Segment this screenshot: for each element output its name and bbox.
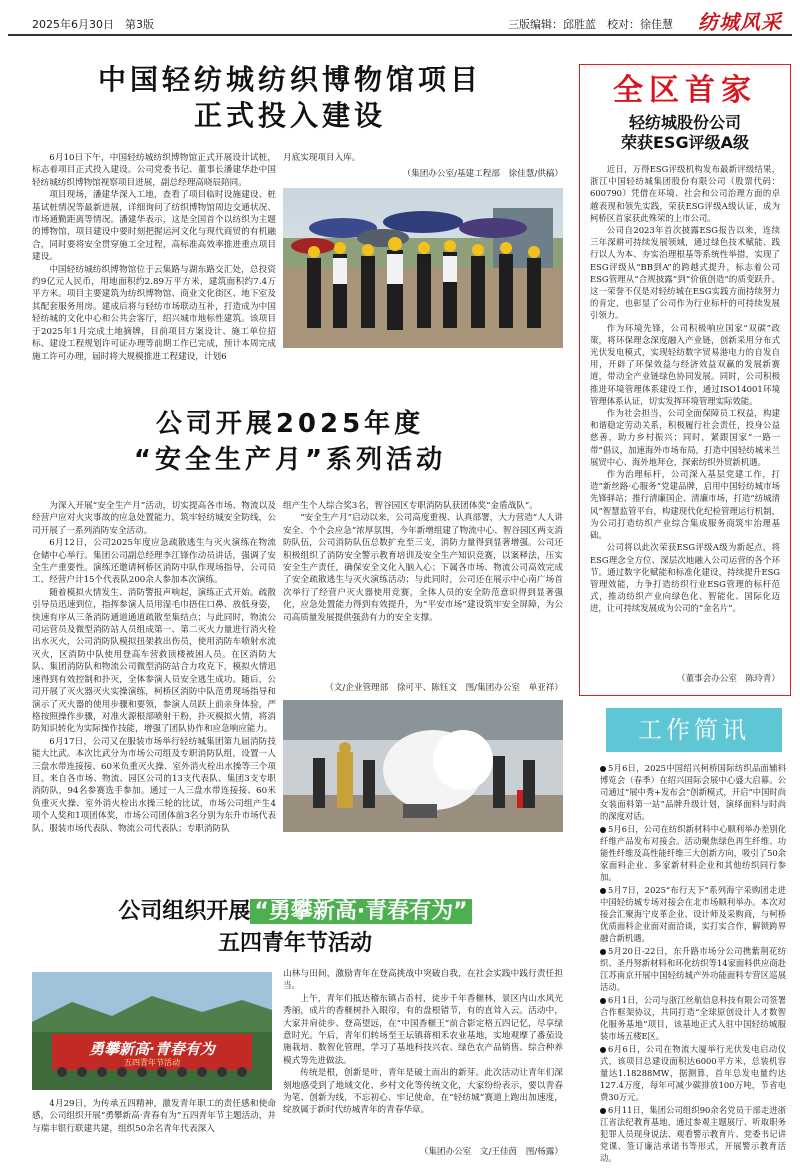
esg-subtitle-line2: 荣获ESG评级A级 xyxy=(621,133,749,152)
article2-title-line2: “安全生产月”系列活动 xyxy=(133,445,447,475)
work-news-item xyxy=(600,762,786,822)
esg-para: 公司将以此次荣获ESG评级A级为新起点，将ESG理念全方位、深层次地融入公司运营的各个环节。通过数字化赋能和标准化建设，持续提升ESG管理效能，力争打造纺织行业ESG管理的标杆范式，推动纺织产业向绿色化、智能化、国际化迈进，让可持续发展成为公司的“金名片”。 xyxy=(590,542,780,614)
bullet-dot-icon xyxy=(600,1047,606,1053)
bullet-dot-icon xyxy=(600,827,606,833)
work-news-item xyxy=(600,994,786,1042)
article2-para: 6月12日，公司2025年度应急疏散逃生与灭火演练在物流仓储中心举行。集团公司副总经理李江锋作动员讲话，强调了安全生产重要性。演练还邀请柯桥区消防中队作现场指导，公司员工、经营户计15个代表队200余人参加本次演练。 xyxy=(32,538,276,586)
fire-drill-illustration xyxy=(283,700,563,832)
esg-para: 近日，万得ESG评级机构发布最新评级结果，浙江中国轻纺城集团股份有限公司（股票代码：600790）凭借在环境、社会和公司治理方面的卓越表现和领先实践，荣获ESG评级A级认证，成为柯桥区首家获此殊荣的上市公司。 xyxy=(590,164,780,223)
construction-site-photo xyxy=(283,188,563,348)
article3-title-part: 公司组织开展 xyxy=(118,899,251,924)
article1-para: 6月10日下午，中国轻纺城纺织博物馆正式开展设计试桩，标志着项目正式投入建设。公司党委书记、董事长潘建华赴中国轻纺城纺织博物馆视察项目进展，副总经理高晓辰陪同。 xyxy=(32,153,276,188)
article3-body-right xyxy=(283,968,563,1144)
page-date: 2025年6月30日 第3版 xyxy=(32,18,154,31)
work-news-item xyxy=(600,1104,786,1162)
article3-title xyxy=(30,896,560,960)
esg-para: 作为社会担当，公司全面保障员工权益，构建和谐稳定劳动关系，积极履行社会责任，投身公益慈善，助力乡村振兴；同时，紧跟国家“一路一带”倡议，加速海外市场布局，打造中国轻纺城米兰展贸中心、海外地拜仓，探索纺织外贸新机遇。 xyxy=(590,408,780,467)
youth-group-illustration xyxy=(32,972,272,1090)
article2-title xyxy=(30,406,550,478)
esg-body xyxy=(590,163,780,673)
editors-line: 三版编辑：邱胜蓝 校对：徐佳慧 xyxy=(508,18,673,31)
work-news-text: 6月1日，公司与浙江丝航信息科技有限公司签署合作框架协议，共同打造“全球原创设计人才数智化服务基地”项目，该基地正式入驻中国轻纺城服装市场五楼E区。 xyxy=(600,995,786,1041)
work-news-text: 6月6日，公司在物流大厦举行光伏发电启动仪式，该项目总建设面积达6000平方米，总装机容量达1.18288MW，据测算，首年总发电量约达127.4万度，每年可减少碳排放100万吨，节省电费30万元。 xyxy=(600,1044,786,1102)
article3-credit: （集团办公室 文/王佳茵 图/杨露） xyxy=(419,1147,563,1157)
article2-para: “安全生产月”启动以来，公司高度重视、认真部署，大力营造“人人讲安全、个个会应急”浓厚氛围，今年新增组建了物流中心、智谷园区两支消防队伍，公司消防队伍总数扩充至三支，消防力量得到显著增强。公司还积极组织了消防安全警示教育培训及安全生产知识竞赛，以案释法，压实安全生产责任，确保安全文化入脑入心；下属各市场、物流公司高效完成了安全疏散逃生与灭火演练活动；与此同时，公司还在展示中心南广场首次举行了经营户灭火器使用竞赛，全体人员的安全防范意识得到显著强化，应急处置能力得到有效提升，为“平安市场”建设筑牢安全屏障，为公司高质量发展提供强劲有力的安全支撑。 xyxy=(283,513,563,623)
banner-subtitle: 五四青年节活动 xyxy=(124,1058,180,1067)
article2-title-line1: 公司开展2025年度 xyxy=(155,409,425,439)
article1-body-right xyxy=(283,152,563,166)
work-news-item xyxy=(600,1043,786,1103)
article1-title-line1: 中国轻纺城纺织博物馆项目 xyxy=(97,63,482,96)
article3-para: 4月29日，为传承五四精神，激发青年职工的责任感和使命感，公司组织开展“勇攀新高·青春有为”五四青年节主题活动，并与瑞丰银行联建共建，组织50余名青年代表深入 xyxy=(32,1099,276,1134)
work-news-item xyxy=(600,823,786,883)
esg-headline: 全区首家 xyxy=(613,73,757,108)
bullet-dot-icon xyxy=(600,998,606,1004)
esg-credit: （董事会办公室 陈玲青） xyxy=(676,674,780,684)
article2-body-left xyxy=(32,500,276,852)
esg-para: 作为治理标杆，公司深入基层党建工作，打造“新丝路·心服务”党建品牌，启用中国轻纺城市场先锋驿站；推行清廉国企、清廉市场，打造“纺城清风”智慧监管平台，构建现代化纪检管理运行机制，为公司打造纺织产业综合集成服务商筑牢治理基础。 xyxy=(590,469,780,541)
article3-para: 上午，青年们抵达稽东镇占岙村，徒步千年香榧林，景区内山水风光秀丽，成片的香榧树扑入眼帘，有的盘根错节，有的直耸入云。活动中，大家并肩徒步、登高望远，在“中国香榧王”前合影定格五四记忆，尽享绿意时光。午后，青年们转场至王坛镇蒋相禾农业基地，实地观摩了番茄设施栽培、数智化管理，学习了基地科技兴农、绿色农产品销售、综合种养模式等先进做法。 xyxy=(283,993,563,1066)
article1-para: 月底实现项目入库。 xyxy=(283,153,361,163)
fire-drill-photo xyxy=(283,700,563,832)
article2-para: 随着模拟火情发生、消防警报声响起，演练正式开始。疏散引导员迅速到位，指挥参演人员用湿毛巾捂住口鼻、放低身姿，快速有序从三条消防通道通道疏散至集结点；与此同时，物流公司运营员及微型消防站人员组成第一、第二灭火力量进行消火栓出水灭火，公司消防队模拟扭架救出伤员，使用消防车喷射水流灭火，区消防中队使用登高车营救顶楼被困人员。在区消防大队、集团消防队和物流公司微型消防站合力攻克下，模拟火情迅速得到有效控制和扑灭，全体参演人员安全逃生成功。随后，公司开展了灭火器灭火实操演练，柯桥区消防中队范勇现场指导和演示了灭火器的使用步骤和要领，参演人员跃上前亲身体验，严格按照操作步骤，对准火源根部喷射干粉，扑灭模拟火情，将消防知识转化为实际操作技能，增强了团队协作和应急响应能力。 xyxy=(32,587,276,735)
work-news-text: 6月11日，集团公司组织90余名党员干部走进浙江省法纪教育基地，通过参观主题展厅、听取职务犯罪人员现身说法、观看警示教育片、党委书记讲党课、签订廉洁承诺书等形式，开展警示教育活动。 xyxy=(600,1105,786,1162)
article1-para: 项目现场，潘建华深入工地，查看了项目临时设施建设、桩基试桩情况等最新进展，详细询问了纺织博物馆周边交通状况、市场通勤距离等情况。潘建华表示，这是全国首个以纺织为主题的博物馆，项目建设中要时刻把握运河文化与现代商贸的有机融合，同时要将安全贯穿施工全过程，高标准高效率推进重点项目建设。 xyxy=(32,190,276,263)
header-rule xyxy=(8,34,792,36)
article3-para: 传统是根，创新是叶，青年是破土而出的新芽。此次活动让青年们深刻地感受到了地域文化、乡村文化等传统文化，大家纷纷表示，要以青春为笔、创新为线，不忘初心、牢记使命，在“轻纺城”赛道上跑出加速度，绽放属于新时代纺城青年的青春华章。 xyxy=(283,1068,563,1116)
work-news-text: 5月6日，公司在纺织新材料中心顺利举办差别化纤维产品发布对接会。活动聚焦绿色再生纤维、功能性纤维及高性能纤维三大创新方向，吸引了50余家面料企业、多家新材料企业和其他纺织同行参加。 xyxy=(600,824,786,882)
article1-para: 中国轻纺城纺织博物馆位于云集路与湖东路交汇处，总投资约9亿元人民币，用地面积约2.89万平方米，建筑面积约7.4万平方米。项目主要建筑为纺织博物馆、商业文化街区、地下室及其配套服务用房。建成后将与轻纺市场联动互补，打造成为中国轻纺城的文化中心和公共会客厅，绍兴城市地标性建筑。该项目于2025年1月完成土地摘牌，目前项目方案设计、施工单位招标、建设工程规划许可证办理等前期工作已完成，预计本周完成施工许可办理，届时将大规模推进工程建设，计划6 xyxy=(32,264,276,362)
esg-box xyxy=(579,64,791,696)
work-news-list xyxy=(600,762,786,1162)
article1-title-line2: 正式投入建设 xyxy=(193,99,386,132)
bullet-dot-icon xyxy=(600,888,606,894)
article3-title-highlight: “勇攀新高·青春有为” xyxy=(250,899,471,924)
work-news-text: 5月20日-22日，东升路市场分公司携紫荆花纺织、圣丹努新材料和环化纺织等14家面料供应商赴江苏南京开展中国轻纺城产外功能面料专营区巡展活动。 xyxy=(600,946,786,992)
article3-para: 山林与田间，激励青年在登高挑战中突破自我，在社会实践中践行责任担当。 xyxy=(283,969,563,992)
work-news-text: 5月7日，2025“布行天下”系列海宁采购团走进中国轻纺城专场对接会在北市场顺利举办。本次对接会汇聚海宁皮革企业、设计师及采购商，与柯桥优质面料企业面对面洽谈，实打实合作，解锁跨界融合新机遇。 xyxy=(600,885,786,943)
bullet-dot-icon xyxy=(600,1108,606,1114)
article2-para: 为深入开展“安全生产月”活动，切实提高各市场、物流以及经营户应对火灾事故的应急处置能力，筑牢轻纺城安全防线，公司开展了一系列消防安全活动。 xyxy=(32,501,276,536)
article2-body-right xyxy=(283,500,563,676)
bullet-dot-icon xyxy=(600,766,606,772)
esg-para: 作为环境先锋，公司积极响应国家“双碳”政策，将环保理念深度融入产业链，创新采用分布式光伏发电模式，实现轻纺数字贸易港电力的自发自用，开辟了环保效益与经济效益双赢的发展新赛道，带动全产业链绿色协同发展。同时，公司积极推进环境管理体系建设工作，通过ISO14001环境管理体系认证，切实发挥环境管理实际效能。 xyxy=(590,322,780,406)
article1-credit: （集团办公室/基建工程部 徐佳慧/供稿） xyxy=(402,169,563,179)
article3-title-line2: 五四青年节活动 xyxy=(217,931,372,956)
work-news-item xyxy=(600,945,786,993)
article2-para: 6月17日，公司又在服装市场举行轻纺城集团第九届消防技能大比武。本次比武分为市场公司组及专职消防队组，设置一人三盘水带连接接、60米负重灭火操、室外消火栓出水操等三个项目。来自各市场、物流、园区公司的13支代表队、集团3支专职消防队，94名参赛选手参加。通过一人三盘水带连接接、60米负重灭火操、室外消火栓出水操三轮的比试，市场公司组产生4项个人奖和1项团体奖，市场公司团体前3名分别为东升市场代表队、服装市场代表队、物流公司代表队；专职消防队 xyxy=(32,736,276,834)
article1-title xyxy=(30,62,550,134)
esg-para: 公司自2023年首次披露ESG报告以来，连续三年深耕可持续发展领域，通过绿色技术赋能、践行以人为本、夯实治理根基等系统性举措，实现了ESG评级从“BB到A”的跨越式提升，标志着公司ESG管理从“合规披露”到“价值创造”的质变跃升。这一荣誉不仅是对轻纺城在ESG实践方面持续努力的肯定，也彰显了公司作为行业标杆的可持续发展引领力。 xyxy=(590,225,780,321)
work-news-text: 5月6日，2025中国绍兴柯桥国际纺织品面辅料博览会（春季）在绍兴国际会展中心盛大启幕。公司通过“展中秀+发布会”创新模式，开启“中国时尚女装面料第一站”品牌升级计划，演绎面料与时尚的深度对话。 xyxy=(600,763,786,821)
construction-site-illustration xyxy=(283,188,563,348)
banner-slogan: 勇攀新高·青春有为 xyxy=(89,1040,215,1058)
bullet-dot-icon xyxy=(600,949,606,955)
work-news-title: 工作简讯 xyxy=(606,708,782,752)
article2-para: 组产生个人综合奖3名，智谷园区专职消防队获团体奖“金盾战队”。 xyxy=(283,501,538,511)
youth-group-photo xyxy=(32,972,272,1090)
article3-title-line1 xyxy=(30,896,560,928)
column-logo: 纺城风采 xyxy=(698,10,782,34)
article2-credit: （文/企业管理部 徐可平、陈钰文 图/集团办公室 单亚祥） xyxy=(325,683,563,693)
work-news-item xyxy=(600,884,786,944)
esg-subtitle-line1: 轻纺城股份公司 xyxy=(628,113,741,132)
article3-body-left xyxy=(32,1098,276,1160)
